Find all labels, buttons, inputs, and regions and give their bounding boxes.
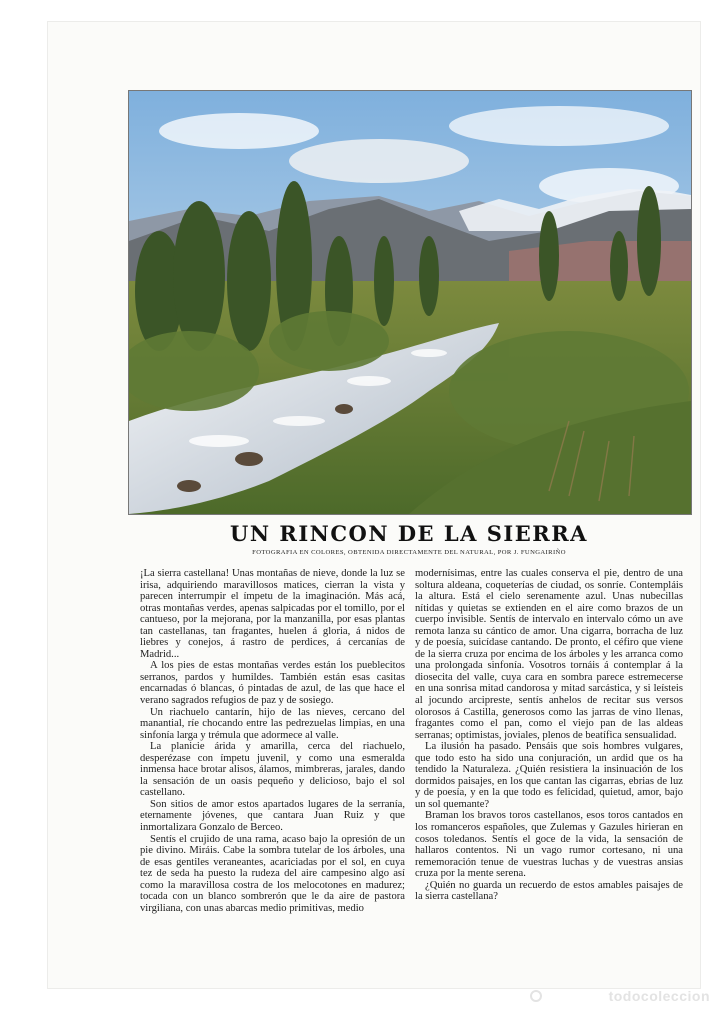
photo-illustration [129,91,691,514]
paragraph: Braman los bravos toros castellanos, esos toros cantados en los romanceros españoles, que Zulemas y Gazules hirieran en cosos toledanos. Sentís el goce de la vida, la sensación de hallaros contentos. Ni un vago rumor cortesano, ni una rememoración tenue de vuestras luchas y de vuestras ansias cruza por la mente serena. [415,810,683,880]
left-column [140,568,405,914]
paragraph: Son sitios de amor estos apartados lugares de la serranía, eternamente jóvenes, que cantara Juan Ruiz y que inmortalizara Gonzalo de Berceo. [140,798,405,834]
paragraph: La planicie árida y amarilla, cerca del riachuelo, desperézase con ímpetu juvenil, y como una esmeralda inmensa hace brotar alisos, álamos, mimbreras, jarales, dando la sensación de un oasis pequeño y delicioso, bajo el sol castellano. [140,741,405,799]
paragraph: modernísimas, entre las cuales conserva el pie, dentro de una soltura aldeana, coqueterías de ciudad, os sonríe. Contempláis la altura. Está el cielo serenamente azul. Unas nubecillas nítidas y quietas se extienden en el aire como brazos de un cuerpo invisible. Sentís de intervalo en intervalo cómo un ave remota lanza su cántico de amor. Una cigarra, borracha de luz y de poesía, suicídase cantando. De pronto, el céfiro que viene de la sierra cruza por encima de los árboles y les arranca como una prolongada sinfonía. Vosotros tornáis á contemplar á la diosecita del valle, cuya cara en sombra parece estremecerse en una sonrisa mitad candorosa y mitad sarcástica, y si leísteis al jocundo arcipreste, sentís anhelos de recitar sus versos olorosos á Castilla, generosos como las jarras de vino llenas, fragantes como el pan, como el viejo pan de las aldeas serranas; optimistas, joviales, plenos de beatífica sensualidad. [415,568,683,741]
photo-credit: FOTOGRAFIA EN COLORES, OBTENIDA DIRECTAMENTE DEL NATURAL, POR J. FUNGAIRIÑO [252,549,566,556]
paragraph: Un riachuelo cantarín, hijo de las nieves, cercano del manantial, ríe chocando entre las pedrezuelas limpias, en una sinfonía larga y trémula que adormece al valle. [140,706,405,741]
paragraph: La ilusión ha pasado. Pensáis que sois hombres vulgares, que todo esto ha sido una conjuración, un ardid que os ha tendido la Naturaleza. ¿Quién resistiera la insinuación de los dormidos paisajes, en los que cantan las cigarras, ebrias de luz y de poesía, y en la que todo es felicidad, quietud, amor, bajo un sol quemante? [415,741,683,810]
paragraph: Sentís el crujido de una rama, acaso bajo la opresión de un pie divino. Miráis. Cabe la sombra tutelar de los árboles, una de esas gentiles veraneantes, acariciadas por el sol, en cuya tez de seda ha puesto la rudeza del aire campesino algo así como la maravillosa costra de los melocotones en madurez; tocada con un blanco sombrerón que le da aire de pastora virgiliana, con unas abarcas medio primitivas, medio [140,833,405,914]
paragraph: A los pies de estas montañas verdes están los pueblecitos serranos, pardos y humildes. También están esas casitas encarnadas ó blancas, ó pintadas de azul, de las que hace el verano sagrados refugios de paz y de sosiego. [140,660,405,707]
article-title: UN RINCON DE LA SIERRA [230,521,588,546]
watermark: todocoleccion [608,988,710,1004]
landscape-photograph [128,90,692,515]
paragraph: ¿Quién no guarda un recuerdo de estos amables paisajes de la sierra castellana? [415,879,683,903]
right-column [415,568,683,903]
paragraph: ¡La sierra castellana! Unas montañas de nieve, donde la luz se irisa, adquiriendo maravillosos matices, cierran la vista y parecen interrumpir el ímpetu de la imaginación. Más acá, otras montañas verdes, apenas salpicadas por el tomillo, por el cantueso, por la mejorana, por la manzanilla, por esas plantas tan castellanas, tan fragantes, huelen á gloria, á nidos de liebres y conejos, á rastro de perdices, á cercanías de Madrid... [140,568,405,660]
